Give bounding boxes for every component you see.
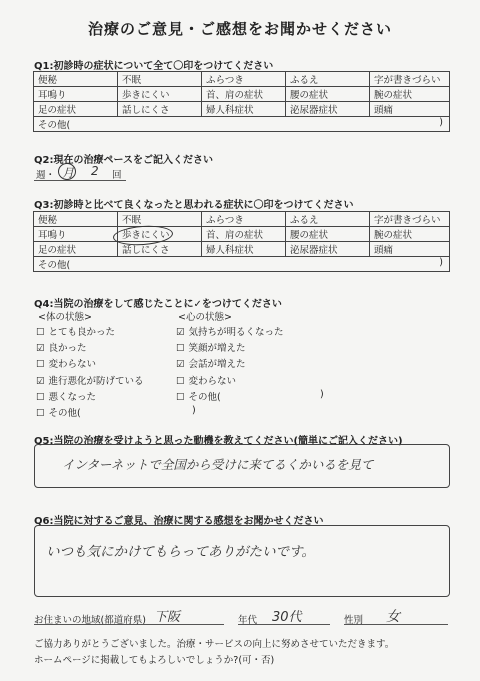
table-row	[34, 72, 450, 87]
body-item-label: とても良かった	[48, 327, 116, 338]
checkbox-icon[interactable]: ☐	[176, 343, 185, 355]
q1-symptom-table	[33, 71, 450, 132]
q2-answer-line	[34, 180, 126, 181]
checkbox-icon[interactable]: ☐	[36, 391, 45, 403]
q2-heading: Q2:現在の治療ペースをご記入ください	[34, 155, 213, 166]
q1-cell[interactable]: 腰の症状	[286, 87, 370, 102]
thanks-text: ご協力ありがとうございました。治療・サービスの向上に努めさせていただきます。	[34, 639, 395, 650]
q6-answer-box[interactable]	[34, 525, 450, 597]
mind-item-label: 変わらない	[188, 375, 237, 387]
body-item-label: 悪くなった	[48, 391, 97, 403]
table-row	[34, 117, 450, 132]
q1-other-close: )	[439, 117, 443, 128]
q3-cell[interactable]: 腰の症状	[286, 227, 370, 242]
checked-box-icon[interactable]: ☑	[176, 359, 185, 371]
q3-cell[interactable]: 婦人科症状	[202, 242, 286, 257]
q3-cell[interactable]: 腕の症状	[370, 227, 450, 242]
age-line	[238, 624, 330, 625]
body-item[interactable]	[36, 389, 96, 403]
q3-cell[interactable]: 足の症状	[34, 242, 118, 257]
q3-cell[interactable]: 字が書きづらい	[370, 212, 450, 227]
q3-heading: Q3:初診時と比べて良くなったと思われる症状に〇印をつけてください	[34, 200, 354, 211]
age-label: 年代	[238, 615, 258, 626]
body-item[interactable]	[36, 405, 81, 419]
gender-label: 性別	[344, 615, 364, 626]
q3-other-close: )	[439, 257, 443, 268]
q4-body-title: <体の状態>	[38, 312, 92, 323]
region-line	[34, 624, 224, 625]
q3-cell[interactable]: 頭痛	[370, 242, 450, 257]
body-item-label: 変わらない	[48, 359, 97, 371]
q6-heading: Q6:当院に対するご意見、治療に関する感想をお聞かせください	[34, 516, 324, 527]
checkbox-icon[interactable]: ☐	[36, 359, 45, 371]
q3-cell[interactable]: 話しにくさ	[118, 242, 202, 257]
age-value[interactable]: 30代	[272, 610, 302, 625]
page-title: 治療のご意見・ご感想をお聞かせください	[87, 20, 392, 38]
table-row	[34, 102, 450, 117]
body-item[interactable]	[36, 324, 115, 338]
q3-cell[interactable]: 歩きにくい	[118, 227, 202, 242]
q1-cell[interactable]: 泌尿器症状	[286, 102, 370, 117]
mind-item[interactable]	[176, 373, 236, 387]
q2-suffix: 回	[112, 170, 122, 181]
q4-body-close: )	[192, 405, 196, 416]
q1-cell[interactable]: 字が書きづらい	[370, 72, 450, 87]
q5-answer[interactable]: インターネットで全国から受けに来てるくかいるを見て	[62, 457, 374, 472]
body-item[interactable]	[36, 373, 144, 387]
mind-item[interactable]	[176, 389, 221, 403]
q1-cell[interactable]: 頭痛	[370, 102, 450, 117]
mind-item-label: その他(	[188, 391, 221, 403]
mind-item-label: 会話が増えた	[188, 359, 246, 371]
body-item-label: 進行悪化が防げている	[48, 375, 144, 387]
mind-item[interactable]	[176, 356, 246, 370]
body-item[interactable]	[36, 356, 96, 370]
checked-box-icon[interactable]: ☑	[36, 343, 45, 355]
q5-heading: Q5:当院の治療を受けようと思った動機を教えてください(簡単にご記入ください)	[34, 436, 403, 447]
permission-text: ホームページに掲載してもよろしいでしょうか?(可・否)	[34, 655, 275, 666]
q1-cell[interactable]: 不眠	[118, 72, 202, 87]
gender-value[interactable]: 女	[386, 609, 400, 625]
mind-item-label: 気持ちが明るくなった	[188, 327, 284, 338]
q3-other-label: その他(	[38, 260, 71, 271]
body-item-label: その他(	[48, 408, 81, 419]
body-item[interactable]	[36, 340, 87, 354]
q6-answer[interactable]: いつも気にかけてもらってありがたいです。	[46, 544, 315, 560]
q1-cell[interactable]: 耳鳴り	[34, 87, 118, 102]
table-row	[34, 257, 450, 272]
checkbox-icon[interactable]: ☐	[176, 375, 185, 387]
q1-cell[interactable]: ふらつき	[202, 72, 286, 87]
mind-item[interactable]	[176, 324, 284, 338]
gender-line	[344, 624, 448, 625]
q4-mind-close: )	[320, 389, 324, 400]
q1-heading: Q1:初診時の症状について全て〇印をつけてください	[34, 61, 274, 72]
q2-answer-unit[interactable]: 月	[62, 166, 75, 180]
q3-cell[interactable]: 便秘	[34, 212, 118, 227]
table-row	[34, 87, 450, 102]
table-row	[34, 242, 450, 257]
q1-other-field[interactable]	[34, 117, 450, 132]
q3-cell[interactable]: ふらつき	[202, 212, 286, 227]
q1-cell[interactable]: 便秘	[34, 72, 118, 87]
q3-cell[interactable]: 耳鳴り	[34, 227, 118, 242]
q1-cell[interactable]: 首、肩の症状	[202, 87, 286, 102]
q1-cell[interactable]: 婦人科症状	[202, 102, 286, 117]
q3-cell[interactable]: ふるえ	[286, 212, 370, 227]
checkbox-icon[interactable]: ☐	[36, 327, 45, 338]
checked-box-icon[interactable]: ☑	[176, 327, 185, 338]
q3-other-field[interactable]	[34, 257, 450, 272]
q1-cell[interactable]: 腕の症状	[370, 87, 450, 102]
q3-cell[interactable]: 不眠	[118, 212, 202, 227]
q3-cell[interactable]: 泌尿器症状	[286, 242, 370, 257]
q1-cell[interactable]: 足の症状	[34, 102, 118, 117]
table-row	[34, 227, 450, 242]
region-label: お住まいの地域(都道府県)	[34, 615, 146, 626]
region-value[interactable]: 下阪	[154, 610, 181, 625]
q4-heading: Q4:当院の治療をして感じたことに✓をつけてください	[34, 299, 282, 310]
q4-mind-title: <心の状態>	[178, 312, 232, 323]
table-row	[34, 212, 450, 227]
q3-improvement-table	[33, 211, 450, 272]
q2-answer-circle	[58, 163, 76, 180]
q1-other-label: その他(	[38, 120, 71, 131]
body-item-label: 良かった	[48, 343, 87, 355]
q1-cell[interactable]: 話しにくさ	[118, 102, 202, 117]
checkbox-icon[interactable]: ☐	[36, 408, 45, 419]
q3-cell[interactable]: 首、肩の症状	[202, 227, 286, 242]
q2-prefix: 週・	[36, 170, 56, 181]
checkbox-icon[interactable]: ☐	[176, 391, 185, 403]
q1-cell[interactable]: 歩きにくい	[118, 87, 202, 102]
checked-box-icon[interactable]: ☑	[36, 375, 45, 387]
mind-item-label: 笑顔が増えた	[188, 343, 246, 355]
q2-answer-count[interactable]: 2	[91, 164, 99, 178]
mind-item[interactable]	[176, 340, 246, 354]
q1-cell[interactable]: ふるえ	[286, 72, 370, 87]
